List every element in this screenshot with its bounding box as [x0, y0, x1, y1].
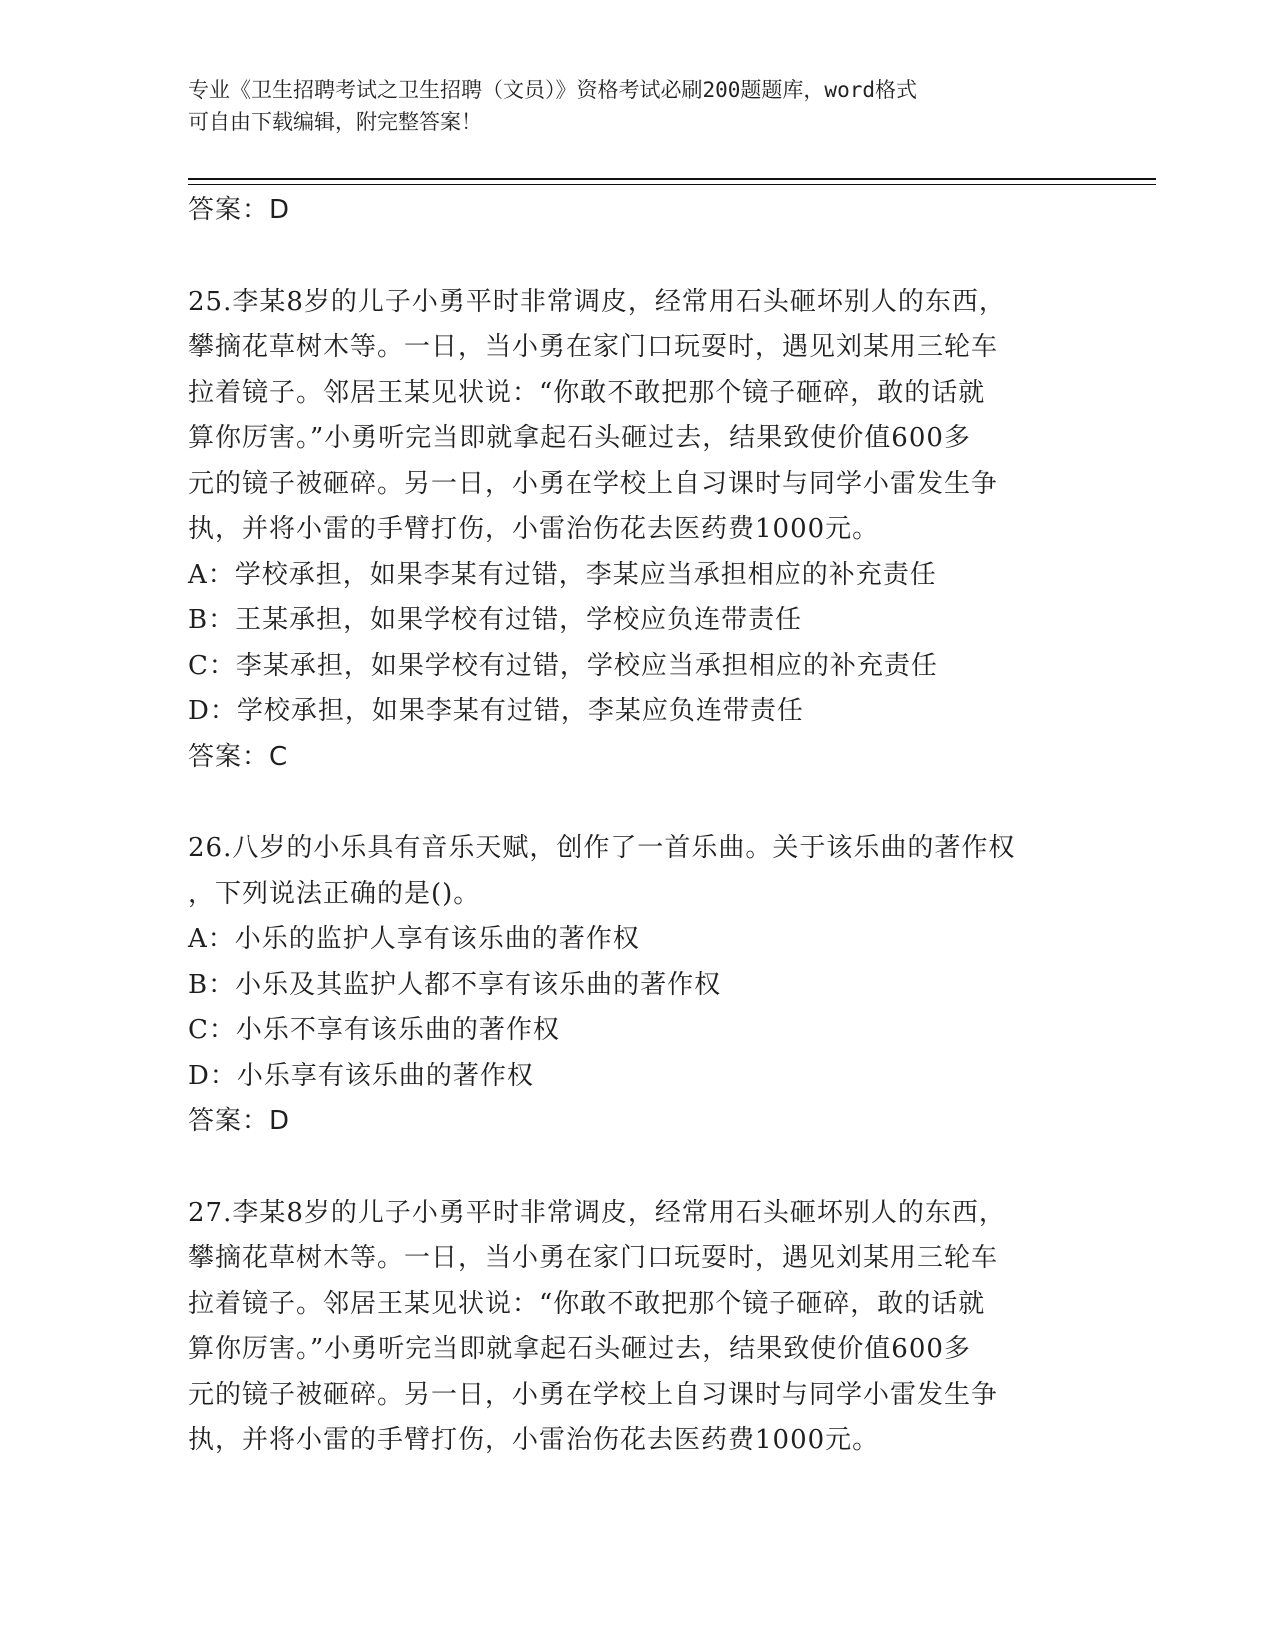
spacer [188, 1145, 1088, 1191]
document-body [188, 188, 1088, 1464]
question-25-option-a: A：学校承担，如果李某有过错，李某应当承担相应的补充责任 [188, 559, 937, 590]
question-26-text-line: 26.八岁的小乐具有音乐天赋，创作了一首乐曲。关于该乐曲的著作权 [188, 833, 1016, 863]
question-27-text-line: 拉着镜子。邻居王某见状说：“你敢不敢把那个镜子砸碎，敢的话就 [188, 1288, 986, 1319]
question-27-text-line: 27.李某8岁的儿子小勇平时非常调皮，经常用石头砸坏别人的东西， [188, 1197, 1006, 1228]
question-25-text-line: 元的镜子被砸碎。另一日，小勇在学校上自习课时与同学小雷发生争 [188, 468, 999, 499]
question-26-option-c: C：小乐不享有该乐曲的著作权 [188, 1015, 560, 1045]
question-26-option-b: B：小乐及其监护人都不享有该乐曲的著作权 [188, 969, 722, 1000]
header-rule-thin [188, 184, 1156, 185]
question-25 [188, 280, 1088, 781]
header-line-2: 可自由下载编辑，附完整答案！ [188, 110, 482, 134]
question-26-answer: 答案：D [188, 1106, 291, 1136]
header-line-1: 专业《卫生招聘考试之卫生招聘（文员）》资格考试必刷200题题库，word格式 [188, 78, 917, 102]
header-rule-thick [188, 178, 1156, 180]
question-25-text-line: 算你厉害。”小勇听完当即就拿起石头砸过去，结果致使价值600多 [188, 423, 971, 453]
question-26-text-line: ，下列说法正确的是()。 [188, 878, 481, 909]
page-header [188, 74, 1088, 138]
question-27-text-line: 攀摘花草树木等。一日，当小勇在家门口玩耍时，遇见刘某用三轮车 [188, 1243, 999, 1273]
question-26-option-d: D：小乐享有该乐曲的著作权 [188, 1060, 534, 1091]
spacer [188, 234, 1088, 280]
question-25-option-c: C：李某承担，如果学校有过错，学校应当承担相应的补充责任 [188, 650, 938, 681]
question-27-text-line: 元的镜子被砸碎。另一日，小勇在学校上自习课时与同学小雷发生争 [188, 1379, 999, 1410]
question-25-option-d: D：学校承担，如果李某有过错，李某应负连带责任 [188, 696, 804, 726]
question-26 [188, 826, 1088, 1145]
question-25-text-line: 攀摘花草树木等。一日，当小勇在家门口玩耍时，遇见刘某用三轮车 [188, 332, 999, 362]
answer-previous: 答案：D [188, 195, 291, 225]
question-27-text-line: 算你厉害。”小勇听完当即就拿起石头砸过去，结果致使价值600多 [188, 1334, 971, 1364]
question-26-option-a: A：小乐的监护人享有该乐曲的著作权 [188, 924, 640, 954]
spacer [188, 780, 1088, 826]
question-27 [188, 1191, 1088, 1464]
question-25-answer: 答案：C [188, 741, 289, 772]
question-25-text-line: 拉着镜子。邻居王某见状说：“你敢不敢把那个镜子砸碎，敢的话就 [188, 377, 986, 408]
question-25-text-line: 25.李某8岁的儿子小勇平时非常调皮，经常用石头砸坏别人的东西， [188, 286, 1006, 317]
question-25-text-line: 执，并将小雷的手臂打伤，小雷治伤花去医药费1000元。 [188, 514, 880, 544]
question-25-option-b: B：王某承担，如果学校有过错，学校应负连带责任 [188, 605, 803, 635]
question-27-text-line: 执，并将小雷的手臂打伤，小雷治伤花去医药费1000元。 [188, 1425, 880, 1455]
